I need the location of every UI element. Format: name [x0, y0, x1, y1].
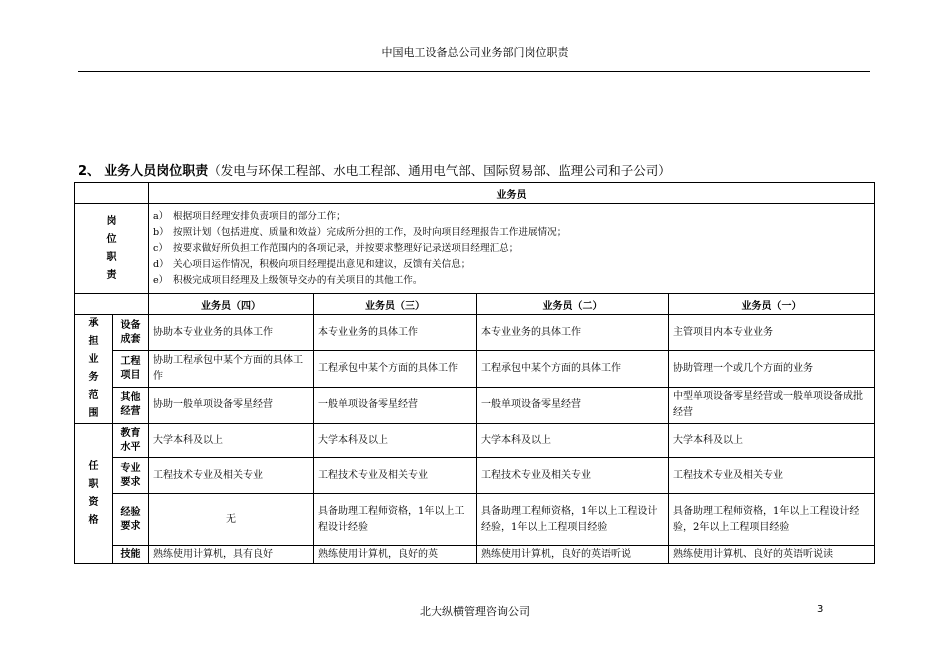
table-cell: 工程技术专业及相关专业: [314, 458, 477, 494]
table-banner: 业务员: [149, 183, 875, 204]
table-cell: 一般单项设备零星经营: [477, 387, 669, 423]
list-item: c） 按要求做好所负担工作范围内的各项记录，并按要求整理好记录送项目经理汇总；: [153, 242, 519, 254]
list-item: b） 按照计划（包括进度、质量和效益）完成所分担的工作，及时向项目经理报告工作进展情况；: [153, 226, 567, 238]
table-row: [75, 494, 875, 546]
table-cell: 大学本科及以上: [669, 424, 875, 458]
table-cell: 工程技术专业及相关专业: [477, 458, 669, 494]
table-row: [75, 424, 875, 458]
table-cell: 协助工程承包中某个方面的具体工作: [149, 351, 314, 387]
table-cell: 工程承包中某个方面的具体工作: [314, 351, 477, 387]
row-label: 工程 项目: [113, 351, 149, 387]
row-label: 其他 经营: [113, 387, 149, 423]
row-label: 技能: [113, 546, 149, 564]
column-header: 业务员（四）: [149, 294, 314, 315]
table-cell: 熟练使用计算机，具有良好: [149, 546, 314, 564]
table-cell: 中型单项设备零星经营或一般单项设备成批经营: [669, 387, 875, 423]
section-title: 业务人员岗位职责: [104, 164, 209, 179]
table-cell: 本专业业务的具体工作: [477, 315, 669, 351]
column-header: 业务员（二）: [477, 294, 669, 315]
table-cell: 大学本科及以上: [314, 424, 477, 458]
row-label: 教育 水平: [113, 424, 149, 458]
table-cell: 具备助理工程师资格，1年以上工程设计经验，2年以上工程项目经验: [669, 494, 875, 546]
duty-label: 岗 位 职 责: [75, 204, 149, 294]
table-row: [75, 458, 875, 494]
table-cell: 熟练使用计算机，良好的英: [314, 546, 477, 564]
table-cell: 工程技术专业及相关专业: [669, 458, 875, 494]
table-banner-row: [75, 183, 875, 204]
table-corner-cell: [75, 183, 149, 204]
row-label: 设备 成套: [113, 315, 149, 351]
row-label: 专业 要求: [113, 458, 149, 494]
row-label: 经验 要求: [113, 494, 149, 546]
table-cell: 工程技术专业及相关专业: [149, 458, 314, 494]
table-cell: 本专业业务的具体工作: [314, 315, 477, 351]
column-header-blank: [75, 294, 149, 315]
scope-label: 承 担 业 务 范 围: [75, 315, 113, 424]
section-number: 2、: [78, 164, 101, 179]
duties-row: [75, 204, 875, 294]
header-rule: [78, 71, 870, 72]
table-cell: 无: [149, 494, 314, 546]
list-item: e） 积极完成项目经理及上级领导交办的有关项目的其他工作。: [153, 274, 423, 286]
table-cell: 熟练使用计算机、良好的英语听说读: [669, 546, 875, 564]
table-row: [75, 546, 875, 564]
table-cell: 协助本专业业务的具体工作: [149, 315, 314, 351]
table-cell: 具备助理工程师资格，1年以上工程设计经验: [314, 494, 477, 546]
table-cell: 具备助理工程师资格，1年以上工程设计经验，1年以上工程项目经验: [477, 494, 669, 546]
table-cell: 大学本科及以上: [149, 424, 314, 458]
footer-company: 北大纵横管理咨询公司: [420, 605, 530, 618]
column-header: 业务员（一）: [669, 294, 875, 315]
job-duty-table: [74, 182, 875, 564]
qualification-label: 任 职 资 格: [75, 424, 113, 564]
table-row: [75, 351, 875, 387]
table-cell: 大学本科及以上: [477, 424, 669, 458]
section-heading: [78, 160, 671, 179]
column-header: 业务员（三）: [314, 294, 477, 315]
table-cell: 工程承包中某个方面的具体工作: [477, 351, 669, 387]
page-header-title: 中国电工设备总公司业务部门岗位职责: [381, 46, 569, 59]
table-cell: 协助一般单项设备零星经营: [149, 387, 314, 423]
table-cell: 协助管理一个或几个方面的业务: [669, 351, 875, 387]
table-row: [75, 387, 875, 423]
column-header-row: [75, 294, 875, 315]
table-cell: 熟练使用计算机，良好的英语听说: [477, 546, 669, 564]
list-item: d） 关心项目运作情况，积极向项目经理提出意见和建议，反馈有关信息；: [153, 258, 471, 270]
table-row: [75, 315, 875, 351]
list-item: a） 根据项目经理安排负责项目的部分工作；: [153, 210, 346, 222]
section-departments: （发电与环保工程部、水电工程部、通用电气部、国际贸易部、监理公司和子公司）: [208, 163, 671, 178]
table-cell: 主管项目内本专业业务: [669, 315, 875, 351]
page-number: 3: [817, 604, 824, 615]
duties-list: [149, 204, 875, 294]
table-cell: 一般单项设备零星经营: [314, 387, 477, 423]
